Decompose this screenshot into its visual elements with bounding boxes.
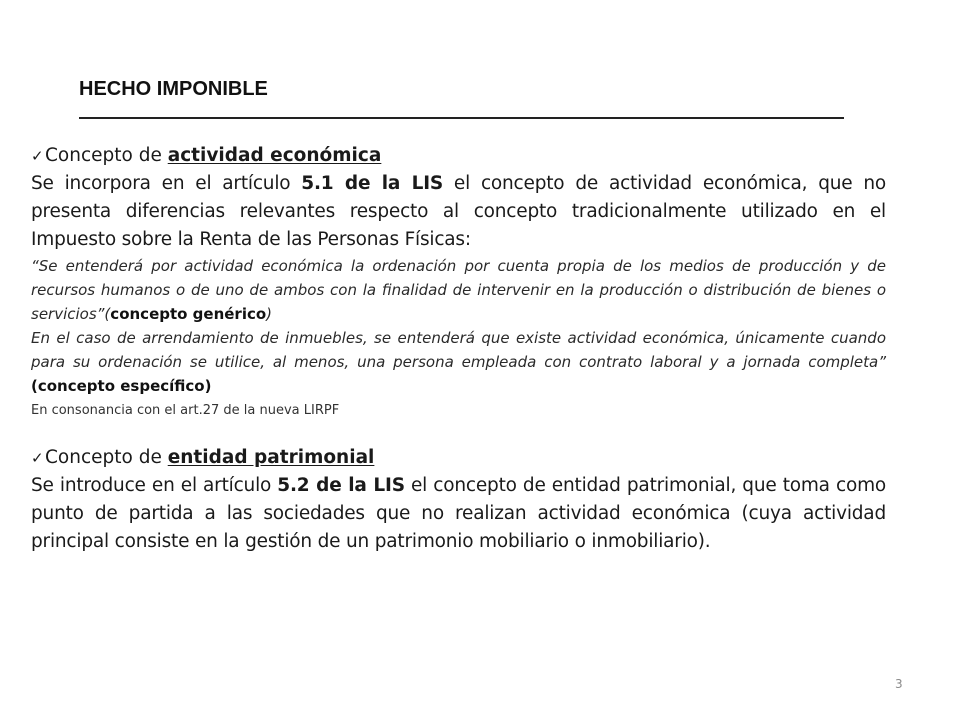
article-reference: 5.1 de la LIS	[301, 173, 444, 194]
paragraph-text: el concepto de entidad patrimonial, que toma como punto de partida a las sociedades que no realizan actividad económica (cuya actividad principal consiste en la gestión de un patrimonio mobiliario o inmobiliario).	[31, 475, 887, 552]
section-heading-actividad-economica	[31, 142, 886, 170]
slide-content	[31, 142, 886, 556]
section-spacer	[31, 422, 886, 444]
paragraph-text: Se incorpora en el artículo	[31, 173, 302, 194]
paragraph-text: el concepto de actividad económica, que no presenta diferencias relevantes respecto al concepto tradicionalmente utilizado en el Impuesto sobre la Renta de las Personas Físicas:	[31, 173, 886, 250]
paragraph-text: Se introduce en el artículo	[31, 475, 278, 496]
slide-title: HECHO IMPONIBLE	[79, 78, 268, 100]
quote-text: “Se entenderá por actividad económica la ordenación por cuenta propia de los medios de producción y de recursos humanos o de uno de ambos con la finalidad de intervenir en la producción o distribución de bienes o servicios”(	[31, 257, 886, 323]
quote-text: En el caso de arrendamiento de inmuebles, se entenderá que existe actividad económica, únicamente cuando para su ordenación se utilice, al menos, una persona empleada con contrato laboral y a jornada completa”	[31, 329, 886, 371]
checkmark-icon: ✓	[31, 449, 44, 467]
page-number: 3	[895, 677, 903, 691]
heading-term: actividad económica	[167, 145, 382, 166]
heading-prefix: Concepto de	[45, 145, 168, 166]
article-reference: 5.2 de la LIS	[277, 475, 405, 496]
note-lirpf: En consonancia con el art.27 de la nueva LIRPF	[31, 403, 340, 418]
paragraph-actividad-economica	[31, 170, 886, 254]
checkmark-icon: ✓	[31, 147, 44, 165]
quote-concepto-generico	[31, 254, 886, 326]
paragraph-entidad-patrimonial	[31, 472, 886, 556]
title-underline-divider	[79, 117, 844, 119]
quote-tag: concepto genérico	[110, 305, 267, 323]
quote-concepto-especifico	[31, 326, 886, 398]
section-heading-entidad-patrimonial	[31, 444, 886, 472]
quote-tag: (concepto específico)	[31, 377, 212, 395]
heading-term: entidad patrimonial	[167, 447, 375, 468]
heading-prefix: Concepto de	[45, 447, 168, 468]
quote-close: )	[266, 305, 273, 323]
